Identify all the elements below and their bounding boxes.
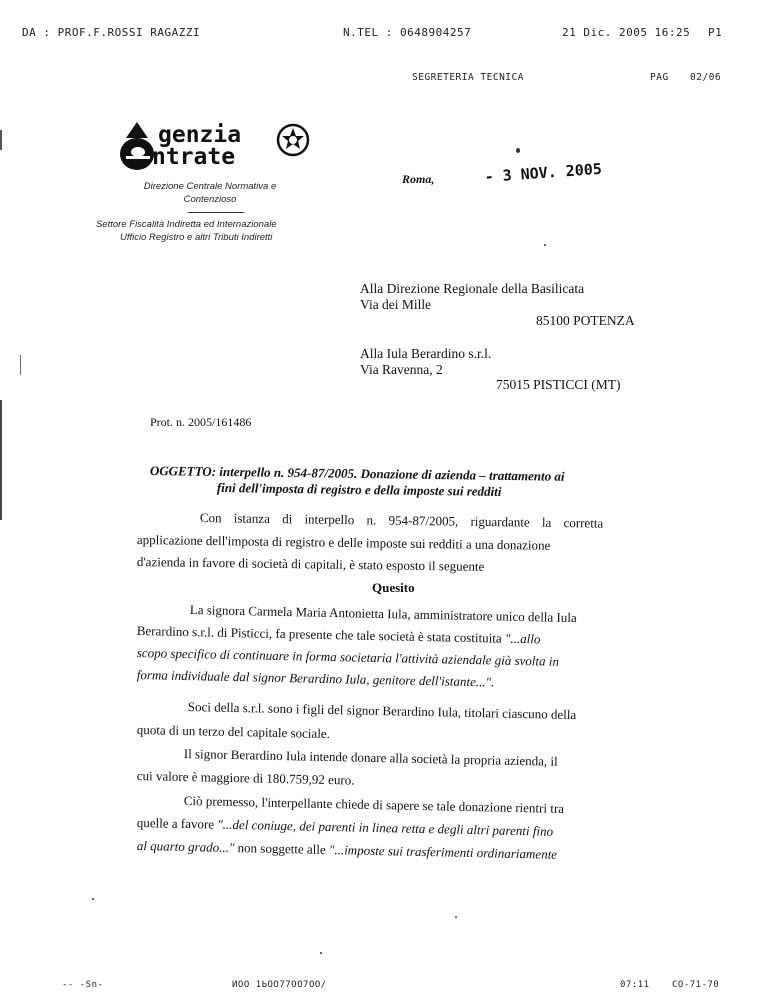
footer-left: -- -Sn- xyxy=(62,980,104,990)
subject-label: OGGETTO: xyxy=(149,463,217,479)
body-p5-line2-quote: "...del coniuge, dei parenti in linea retta e degli altri parenti fino xyxy=(217,816,554,839)
recipient-2-line1: Alla Iula Berardino s.r.l. xyxy=(360,346,492,361)
sender-line4: Ufficio Registro e altri Tributi Indiretti xyxy=(120,232,273,243)
protocol-number: Prot. n. 2005/161486 xyxy=(150,415,252,429)
footer-right2: CO-71-70 xyxy=(672,980,720,990)
logo-line1: genzia xyxy=(158,122,242,148)
body-p5-line3-quote2: "...imposte sui trasferimenti ordinariamente xyxy=(328,842,558,862)
section-heading: Quesito xyxy=(372,580,415,595)
scan-edge xyxy=(0,400,2,520)
sender-line2: Contenzioso xyxy=(183,194,237,205)
fax-datetime: 21 Dic. 2005 16:25 xyxy=(562,26,691,39)
body-p5-line3-text: non soggette alle xyxy=(237,840,326,857)
fax-page: P1 xyxy=(708,26,723,39)
sender-divider xyxy=(188,212,244,213)
secondary-header-pag-value: 02/06 xyxy=(690,72,722,83)
speck xyxy=(320,952,322,954)
body-p5-line3 xyxy=(137,838,558,863)
fax-phone: N.TEL : 0648904257 xyxy=(343,26,472,39)
recipient-2-line2: Via Ravenna, 2 xyxy=(360,362,443,377)
body-p1-line3: d'azienda in favore di società di capitali, è stato esposto il seguente xyxy=(136,554,485,574)
footer-right1: 07:11 xyxy=(620,980,650,990)
body-p2-line1: La signora Carmela Maria Antonietta Iula, amministratore unico della Iula xyxy=(189,602,577,626)
sender-line3: Settore Fiscalità Indiretta ed Internazionale xyxy=(96,219,277,230)
speck xyxy=(544,244,546,246)
body-p4-line2: cui valore è maggiore di 180.759,92 euro. xyxy=(136,768,355,788)
speck xyxy=(516,148,520,153)
body-p5-line2 xyxy=(137,815,554,840)
body-p2-line2-text: Berardino s.r.l. di Pisticci, fa presente che tale società è stata costituita xyxy=(136,623,502,646)
body-p2-line2 xyxy=(137,623,541,647)
speck xyxy=(455,916,457,918)
recipient-1-line2: Via dei Mille xyxy=(360,297,432,312)
date-stamp: - 3 NOV. 2005 xyxy=(484,159,603,186)
fax-sender: DA : PROF.F.ROSSI RAGAZZI xyxy=(22,26,201,39)
sender-line1: Direzione Centrale Normativa e xyxy=(143,181,277,192)
speck xyxy=(92,898,94,900)
secondary-header-dept: SEGRETERIA TECNICA xyxy=(412,72,524,83)
recipient-2-city: 75015 PISTICCI (MT) xyxy=(496,377,621,392)
subject-line2: fini dell'imposta di registro e della imposte sui redditi xyxy=(216,480,502,499)
body-p2-quote-start: "...allo xyxy=(504,630,541,647)
body-p2-line4: forma individuale dal signor Berardino Iula, genitore dell'istante...". xyxy=(136,667,495,690)
recipient-1-line1: Alla Direzione Regionale della Basilicata xyxy=(360,281,585,296)
subject-line1: interpello n. 954-87/2005. Donazione di azienda – trattamento ai xyxy=(219,463,565,484)
logo-line2: ntrate xyxy=(152,144,236,170)
footer-mid: ИОО 1ЬОО77ОО7ОО/ xyxy=(232,980,327,990)
body-p1-line1: Con istanza di interpello n. 954-87/2005, riguardante la corretta xyxy=(199,510,604,531)
scan-mark xyxy=(0,130,2,150)
agenzia-entrate-logo xyxy=(118,118,318,174)
logo-initial-icon xyxy=(118,120,156,172)
body-p5-line1: Ciò premesso, l'interpellante chiede di sapere se tale donazione rientri tra xyxy=(183,793,565,816)
body-p3-line1: Soci della s.r.l. sono i figli del signor Berardino Iula, titolari ciascuno della xyxy=(187,699,577,723)
secondary-header-pag-label: PAG xyxy=(650,72,669,83)
recipient-1-city: 85100 POTENZA xyxy=(536,313,635,328)
body-p3-line2: quota di un terzo del capitale sociale. xyxy=(136,722,331,742)
body-p4-line1: Il signor Berardino Iula intende donare alla società la propria azienda, il xyxy=(183,746,558,769)
body-p2-line3: scopo specifico di continuare in forma societaria l'attività aziendale già svolta in xyxy=(136,645,560,669)
scan-mark xyxy=(20,355,21,375)
body-p5-line3-quote: al quarto grado..." xyxy=(136,838,235,856)
place: Roma, xyxy=(402,172,435,186)
body-p1-line2: applicazione dell'imposta di registro e delle imposte sui redditi a una donazione xyxy=(136,532,551,553)
body-p5-line2-text: quelle a favore xyxy=(136,815,215,832)
republic-emblem-icon xyxy=(276,122,310,158)
